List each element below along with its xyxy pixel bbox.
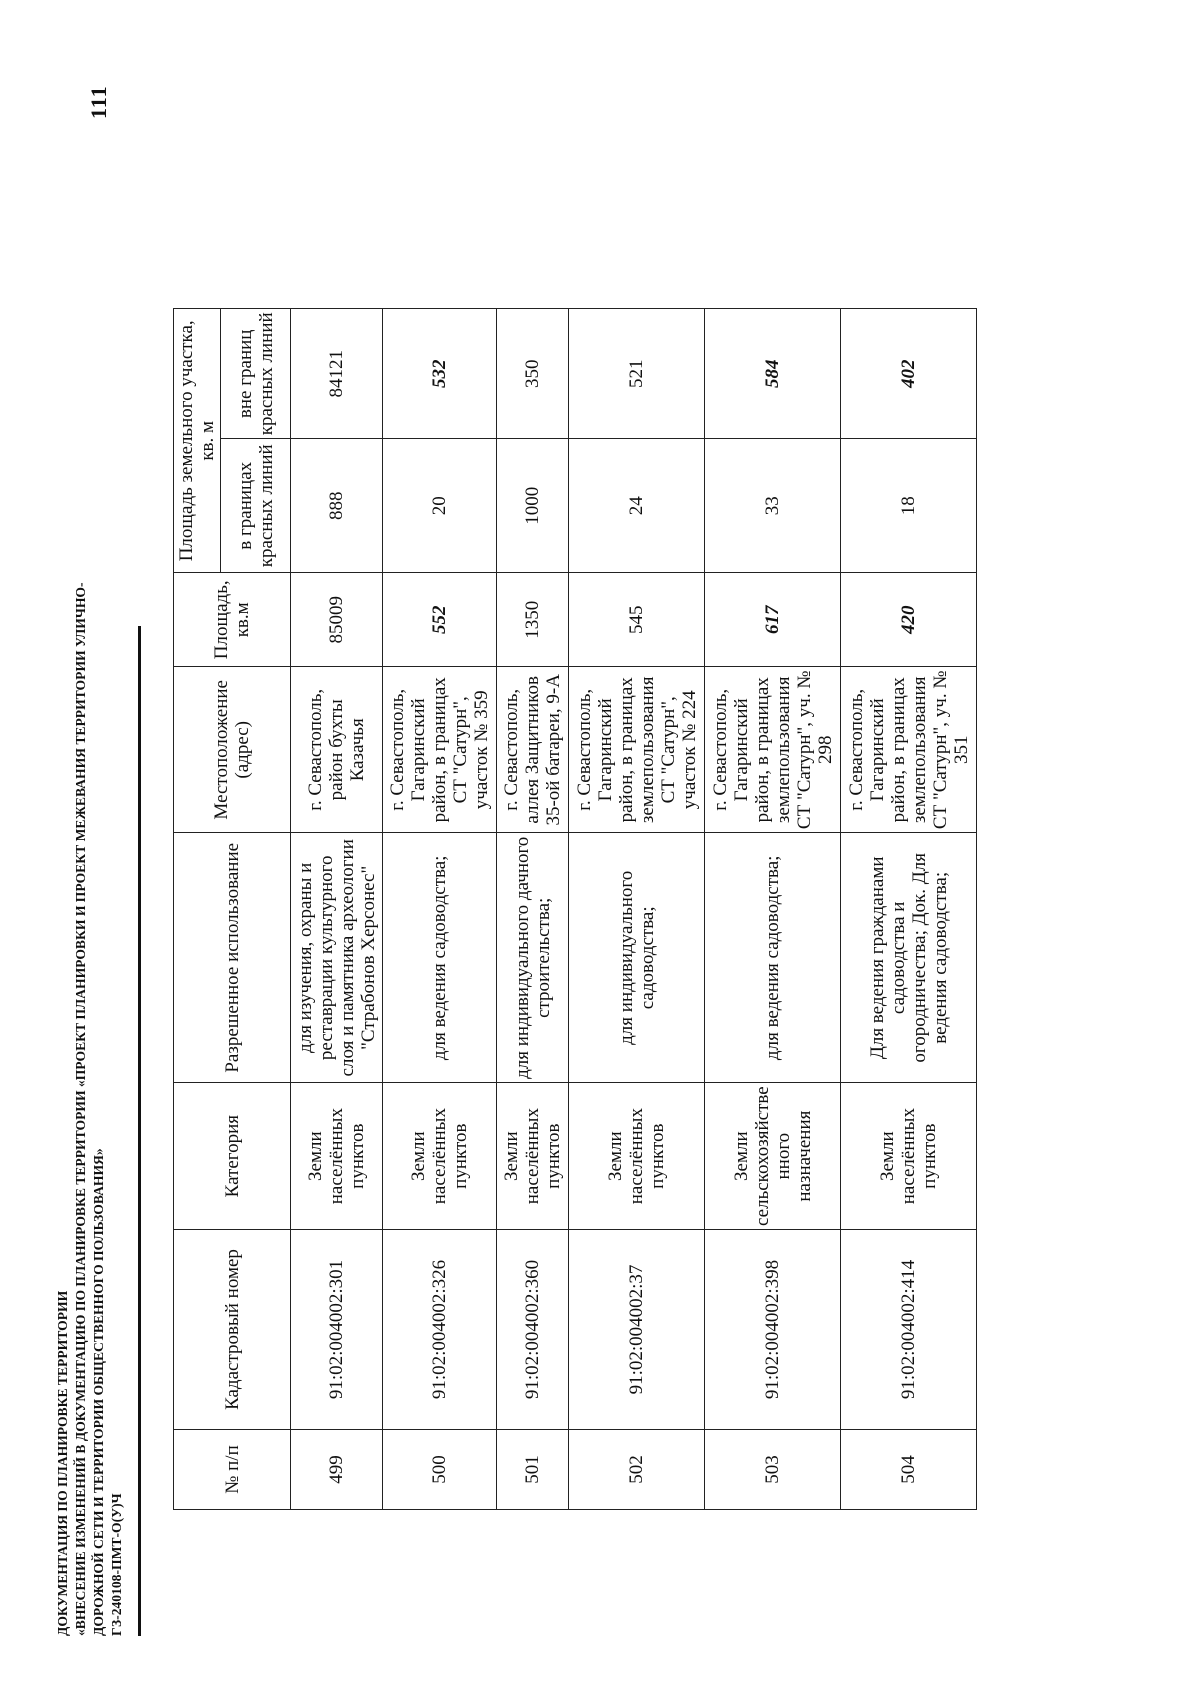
header-divider [138, 626, 141, 1636]
cell-category: Земли населённых пунктов [497, 1083, 569, 1230]
cell-outside-red-lines: 84121 [291, 309, 383, 439]
table-body [291, 309, 977, 1510]
header-line: ДОКУМЕНТАЦИЯ ПО ПЛАНИРОВКЕ ТЕРРИТОРИИ [55, 1290, 70, 1636]
table-row [497, 309, 569, 1510]
cell-area: 1350 [497, 573, 569, 667]
table-row [291, 309, 383, 1510]
cell-num: 503 [705, 1430, 841, 1510]
cell-permitted-use: для ведения садоводства; [383, 833, 497, 1083]
cell-num: 500 [383, 1430, 497, 1510]
cell-category: Земли населённых пунктов [291, 1083, 383, 1230]
cell-num: 504 [841, 1430, 977, 1510]
table-row [841, 309, 977, 1510]
table-row [383, 309, 497, 1510]
cell-inside-red-lines: 888 [291, 439, 383, 573]
cell-location: г. Севастополь, район бухты Казачья [291, 667, 383, 833]
header-num: № п/п [174, 1430, 291, 1510]
cell-outside-red-lines: 521 [569, 309, 705, 439]
page-number: 111 [86, 85, 111, 119]
cell-outside-red-lines: 350 [497, 309, 569, 439]
cell-permitted-use: для индивидуального дачного строительства; [497, 833, 569, 1083]
cell-permitted-use: для изучения, охраны и реставрации культурного слоя и памятника археологии "Страбонов Херсонес" [291, 833, 383, 1083]
cell-inside-red-lines: 20 [383, 439, 497, 573]
cell-outside-red-lines: 532 [383, 309, 497, 439]
header-line: ГЗ-240108-ПМТ-О(У)Ч [109, 1493, 124, 1636]
table-row [705, 309, 841, 1510]
cell-cadastral-number: 91:02:004002:398 [705, 1230, 841, 1430]
header-category: Категория [174, 1083, 291, 1230]
header-location: Местоположение (адрес) [174, 667, 291, 833]
cell-inside-red-lines: 33 [705, 439, 841, 573]
table-row [569, 309, 705, 1510]
cell-inside-red-lines: 1000 [497, 439, 569, 573]
header-line: ДОРОЖНОЙ СЕТИ И ТЕРРИТОРИИ ОБЩЕСТВЕННОГО ПОЛЬЗОВАНИЯ» [91, 1148, 106, 1636]
cell-area: 420 [841, 573, 977, 667]
cell-category: Земли населённых пунктов [569, 1083, 705, 1230]
cell-category: Земли населённых пунктов [383, 1083, 497, 1230]
cell-location: г. Севастополь, Гагаринский район, в границах землепользования СТ "Сатурн", участок № 224 [569, 667, 705, 833]
cell-area: 552 [383, 573, 497, 667]
cell-cadastral-number: 91:02:004002:326 [383, 1230, 497, 1430]
cell-category: Земли населённых пунктов [841, 1083, 977, 1230]
cell-location: г. Севастополь, Гагаринский район, в границах землепользования СТ "Сатурн", уч. № 351 [841, 667, 977, 833]
cell-inside-red-lines: 18 [841, 439, 977, 573]
cell-category: Земли сельскохозяйстве нного назначения [705, 1083, 841, 1230]
cell-num: 502 [569, 1430, 705, 1510]
cell-area: 545 [569, 573, 705, 667]
header-inside-red-lines: в границах красных линий [221, 439, 291, 573]
cell-location: г. Севастополь, Гагаринский район, в границах СТ "Сатурн", участок № 359 [383, 667, 497, 833]
cell-permitted-use: для ведения садоводства; [705, 833, 841, 1083]
cell-outside-red-lines: 402 [841, 309, 977, 439]
cell-num: 499 [291, 1430, 383, 1510]
cell-outside-red-lines: 584 [705, 309, 841, 439]
cell-permitted-use: Для ведения гражданами садоводства и огородничества; Док. Для ведения садоводства; [841, 833, 977, 1083]
document-header [54, 456, 126, 1636]
land-plots-table [173, 308, 977, 1510]
cell-cadastral-number: 91:02:004002:414 [841, 1230, 977, 1430]
header-permitted-use: Разрешенное использование [174, 833, 291, 1083]
cell-cadastral-number: 91:02:004002:301 [291, 1230, 383, 1430]
header-plot-area-group: Площадь земельного участка, кв. м [174, 309, 221, 573]
header-area: Площадь, кв.м [174, 573, 291, 667]
header-outside-red-lines: вне границ красных линий [221, 309, 291, 439]
header-line: «ВНЕСЕНИЕ ИЗМЕНЕНИЙ В ДОКУМЕНТАЦИЮ ПО ПЛАНИРОВКЕ ТЕРРИТОРИИ «ПРОЕКТ ПЛАНИРОВКИ И ПРОЕКТ МЕЖЕВАНИЯ ТЕРРИТОРИИ УЛИЧНО- [73, 582, 88, 1636]
cell-cadastral-number: 91:02:004002:37 [569, 1230, 705, 1430]
cell-cadastral-number: 91:02:004002:360 [497, 1230, 569, 1430]
cell-area: 617 [705, 573, 841, 667]
cell-location: г. Севастополь, Гагаринский район, в границах землепользования СТ "Сатурн", уч. № 298 [705, 667, 841, 833]
cell-inside-red-lines: 24 [569, 439, 705, 573]
header-cadastral-number: Кадастровый номер [174, 1230, 291, 1430]
cell-location: г. Севастополь, аллея Защитников 35-ой батареи, 9-А [497, 667, 569, 833]
cell-area: 85009 [291, 573, 383, 667]
cell-permitted-use: для индивидуального садоводства; [569, 833, 705, 1083]
cell-num: 501 [497, 1430, 569, 1510]
